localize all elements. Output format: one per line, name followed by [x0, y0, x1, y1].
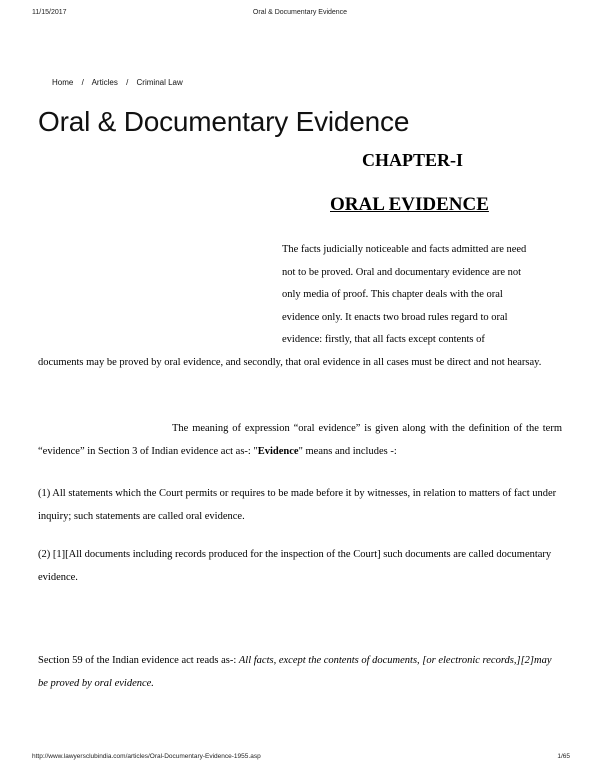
- intro-line: not to be proved. Oral and documentary evidence are not: [282, 266, 522, 278]
- breadcrumb: [52, 78, 183, 87]
- definition-paragraph: [38, 418, 562, 463]
- definition-lead: The meaning of expression “oral evidence” is given along with the definition of the term “evidence” in Section 3 of Indian evidence act as-: ": [38, 423, 562, 457]
- print-footer-url: http://www.lawyersclubindia.com/articles/Oral-Documentary-Evidence-1955.asp: [32, 753, 261, 760]
- intro-line: evidence only. It enacts two broad rules regard to oral: [282, 311, 508, 323]
- print-page-number: 1/65: [557, 753, 570, 760]
- breadcrumb-separator: /: [81, 78, 84, 87]
- breadcrumb-articles-link[interactable]: Articles: [91, 78, 118, 87]
- section-heading: ORAL EVIDENCE: [330, 194, 489, 215]
- section-59-lead: Section 59 of the Indian evidence act reads as-:: [38, 655, 239, 666]
- intro-paragraph-continued: documents may be proved by oral evidence, and secondly, that oral evidence in all cases must be direct and not hearsay.: [38, 357, 542, 368]
- intro-line: The facts judicially noticeable and facts admitted are need: [282, 244, 527, 255]
- chapter-heading: CHAPTER-I: [362, 150, 464, 170]
- intro-line: only media of proof. This chapter deals with the oral: [282, 289, 503, 300]
- section-59-paragraph: [38, 650, 562, 695]
- breadcrumb-category-link[interactable]: Criminal Law: [136, 78, 183, 87]
- documentary-evidence-clause: (2) [1][All documents including records produced for the inspection of the Court] such documents are called documentary evidence.: [38, 549, 552, 583]
- breadcrumb-separator: /: [126, 78, 129, 87]
- print-header-title: Oral & Documentary Evidence: [252, 9, 348, 16]
- definition-tail: " means and includes -:: [298, 445, 397, 457]
- oral-evidence-clause: (1) All statements which the Court permits or requires to be made before it by witnesses, in relation to matters of fact under inquiry; such statements are called oral evidence.: [38, 488, 557, 522]
- section-59-quote: All facts, except the contents of documents, [or electronic records,][2]may be proved by oral evidence.: [38, 655, 552, 689]
- breadcrumb-home-link[interactable]: Home: [52, 78, 74, 87]
- page-title: Oral & Documentary Evidence: [38, 106, 410, 137]
- print-date: 11/15/2017: [32, 9, 67, 16]
- intro-paragraph: [282, 239, 562, 352]
- intro-line: evidence: firstly, that all facts except contents of: [282, 334, 485, 345]
- evidence-term: Evidence: [257, 445, 299, 457]
